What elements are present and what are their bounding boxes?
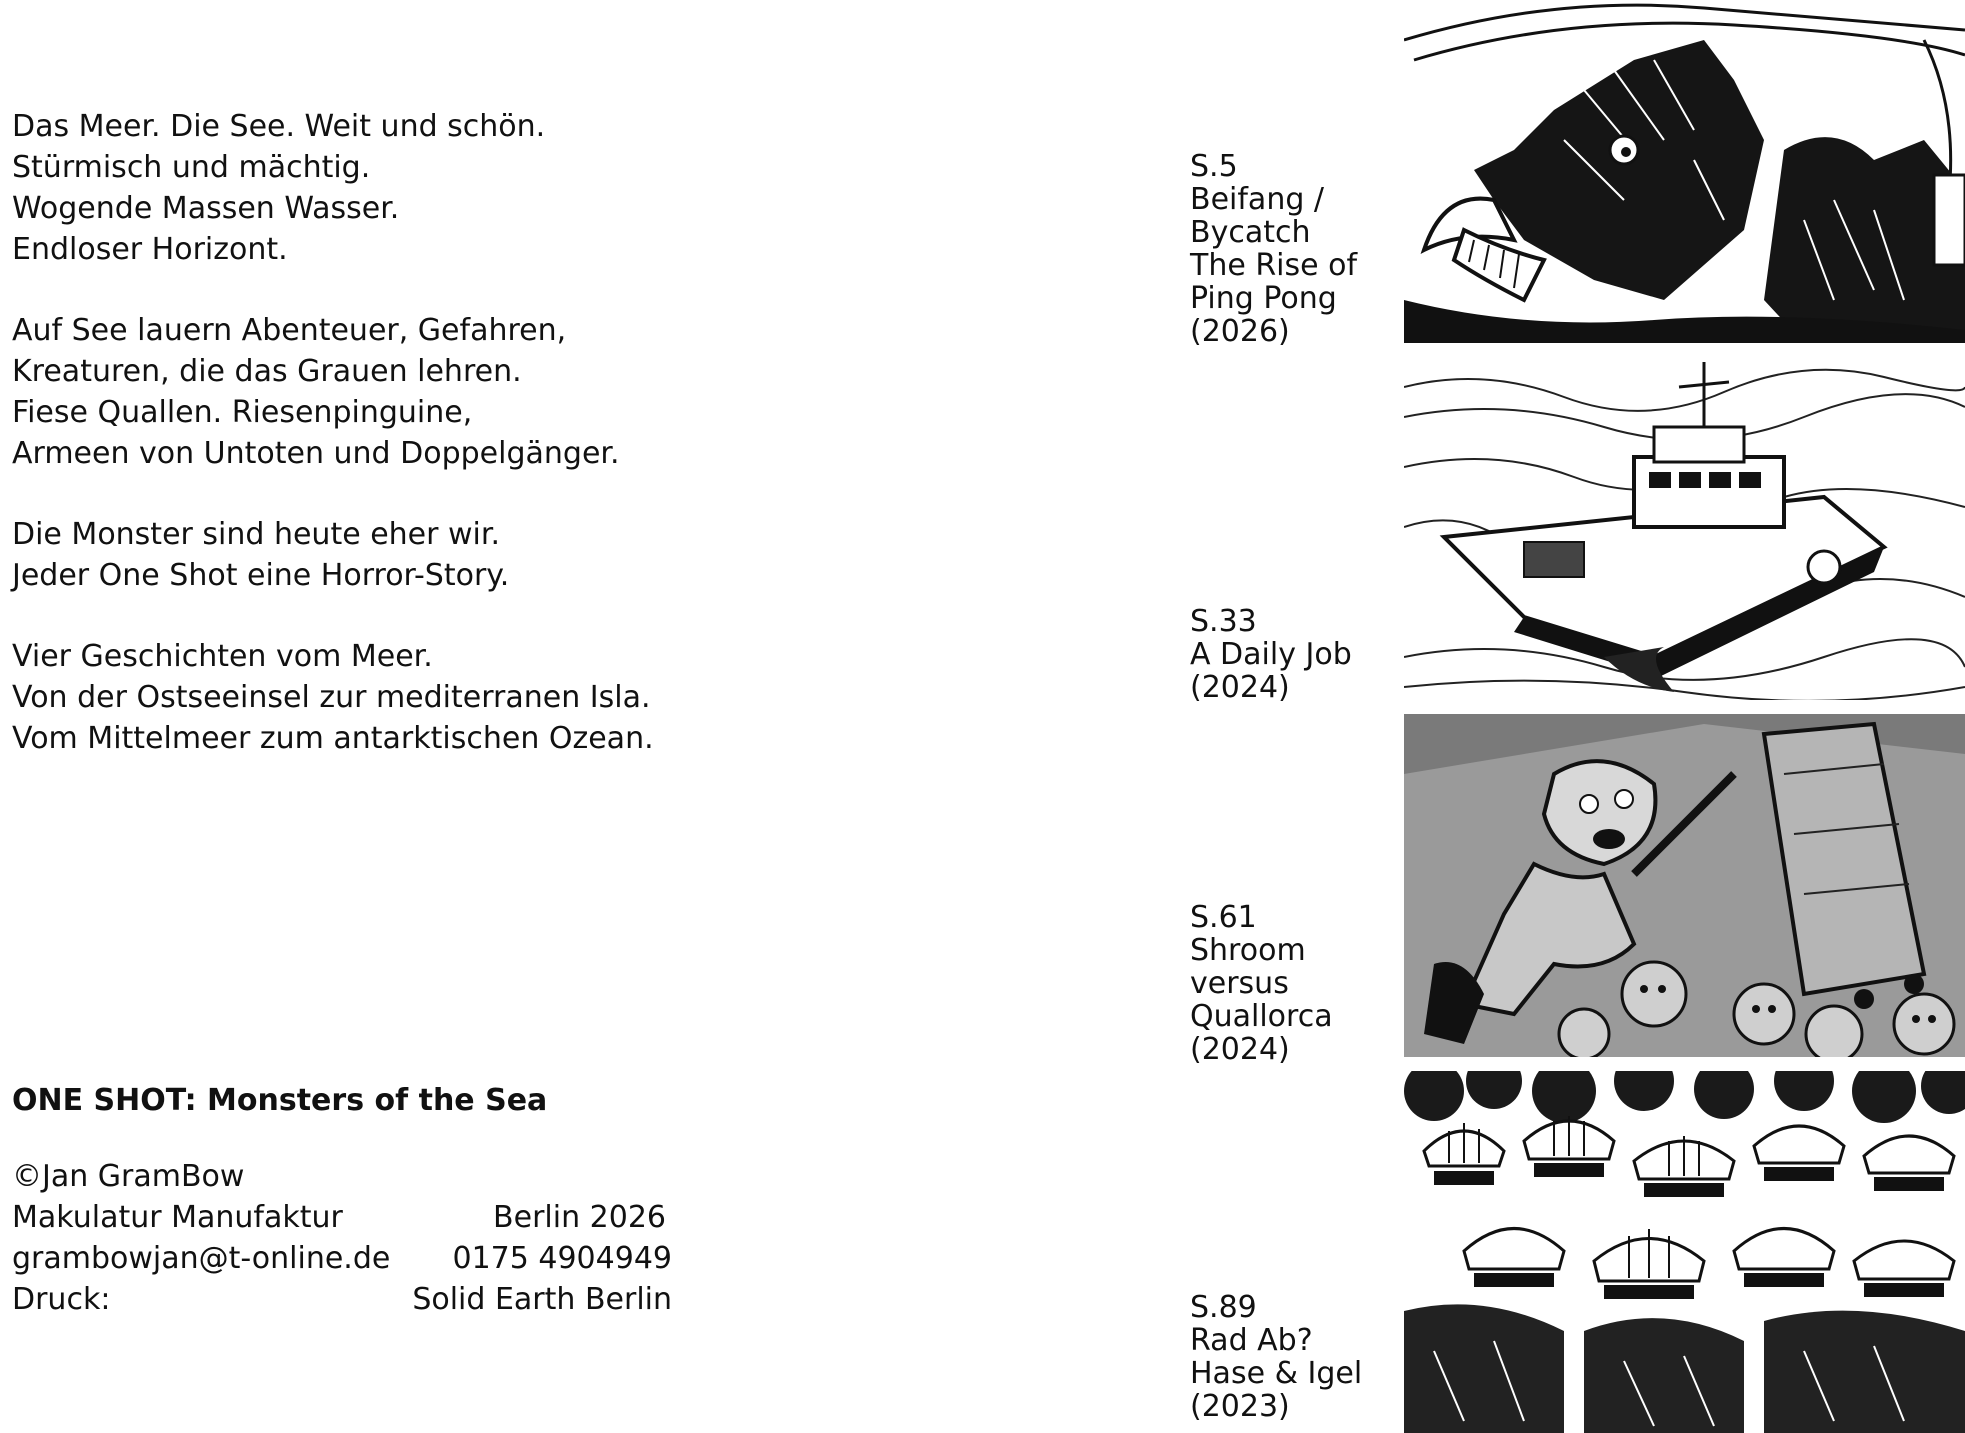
poem-line: Das Meer. Die See. Weit und schön.	[12, 109, 546, 144]
story-title-line: A Daily Job	[1190, 637, 1352, 672]
illustration-boat-in-waves	[1404, 357, 1965, 700]
poem-line: Endloser Horizont.	[12, 232, 288, 267]
poem-line: Kreaturen, die das Grauen lehren.	[12, 354, 522, 389]
imprint-row	[12, 1279, 672, 1320]
page-number: S.5	[1190, 149, 1238, 184]
page-number: S.33	[1190, 604, 1257, 639]
crowd-chaos-drawing	[1404, 714, 1965, 1057]
story-year: (2023)	[1190, 1389, 1290, 1424]
contact-email: grambowjan@t-online.de	[12, 1241, 391, 1276]
story-caption-4	[1190, 1291, 1400, 1423]
story-title-line: The Rise of	[1190, 248, 1358, 283]
story-title-line: Bycatch	[1190, 215, 1311, 250]
city-year: Berlin 2026	[493, 1200, 666, 1235]
story-caption-3	[1190, 901, 1400, 1066]
author-credit: ©Jan GramBow	[12, 1159, 245, 1194]
illustration-bird-monster	[1404, 0, 1965, 343]
imprint-row	[12, 1238, 672, 1279]
illustration-helmet-crowd	[1404, 1071, 1965, 1433]
stanza-2	[12, 310, 912, 474]
poem-line: Stürmisch und mächtig.	[12, 150, 371, 185]
book-title: ONE SHOT: Monsters of the Sea	[12, 1083, 548, 1118]
story-year: (2024)	[1190, 670, 1290, 705]
helmet-crowd-drawing	[1404, 1071, 1965, 1433]
story-title-line: Rad Ab?	[1190, 1323, 1313, 1358]
poem-line: Vom Mittelmeer zum antarktischen Ozean.	[12, 721, 654, 756]
poem-line: Von der Ostseeinsel zur mediterranen Isla.	[12, 680, 651, 715]
stanza-1	[12, 106, 912, 270]
poem-line: Armeen von Untoten und Doppelgänger.	[12, 436, 620, 471]
boat-in-waves-drawing	[1404, 357, 1965, 700]
poem-line: Vier Geschichten vom Meer.	[12, 639, 433, 674]
story-caption-2	[1190, 605, 1400, 704]
imprint-row	[12, 1197, 672, 1238]
story-title-line: Hase & Igel	[1190, 1356, 1363, 1391]
poem-line: Wogende Massen Wasser.	[12, 191, 400, 226]
story-title-line: Shroom	[1190, 933, 1306, 968]
story-year: (2024)	[1190, 1032, 1290, 1067]
stanza-3	[12, 514, 912, 596]
publisher-name: Makulatur Manufaktur	[12, 1200, 343, 1235]
print-label: Druck:	[12, 1282, 111, 1317]
imprint-row	[12, 1156, 672, 1197]
story-caption-1	[1190, 150, 1400, 348]
intro-text	[12, 106, 912, 799]
poem-line: Die Monster sind heute eher wir.	[12, 517, 500, 552]
page-number: S.61	[1190, 900, 1257, 935]
contact-phone: 0175 4904949	[452, 1241, 672, 1276]
story-year: (2026)	[1190, 314, 1290, 349]
story-title-line: versus	[1190, 966, 1289, 1001]
printer-name: Solid Earth Berlin	[412, 1282, 672, 1317]
imprint	[12, 1156, 672, 1320]
poem-line: Auf See lauern Abenteuer, Gefahren,	[12, 313, 567, 348]
stanza-4	[12, 636, 912, 759]
poem-line: Fiese Quallen. Riesenpinguine,	[12, 395, 473, 430]
poem-line: Jeder One Shot eine Horror-Story.	[12, 558, 510, 593]
page-number: S.89	[1190, 1290, 1257, 1325]
story-title-line: Ping Pong	[1190, 281, 1337, 316]
bird-monster-drawing	[1404, 0, 1965, 343]
story-title-line: Beifang /	[1190, 182, 1325, 217]
illustration-crowd-chaos	[1404, 714, 1965, 1057]
story-title-line: Quallorca	[1190, 999, 1333, 1034]
